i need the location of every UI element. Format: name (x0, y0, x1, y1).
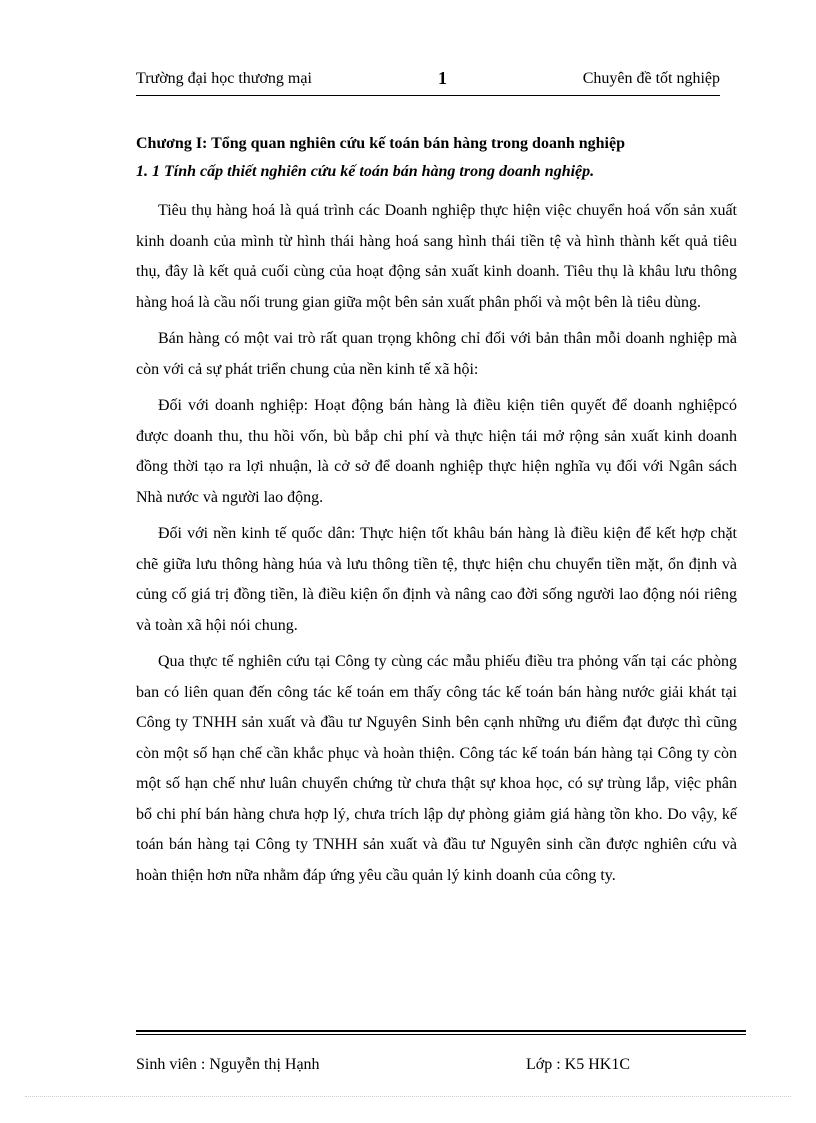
paragraph: Đối với nền kinh tế quốc dân: Thực hiện tốt khâu bán hàng là điều kiện để kết hợp chặt chẽ giữa lưu thông hàng húa và lưu thông tiền tệ, thực hiện chu chuyển tiền mặt, ổn định và củng cố giá trị đồng tiền, là điều kiện ổn định và nâng cao đời sống người lao động nói riêng và toàn xã hội nói chung. (136, 525, 737, 634)
chapter-title: Chương I: Tổng quan nghiên cứu kế toán bán hàng trong doanh nghiệp (136, 135, 625, 152)
page-edge-dots (25, 1096, 791, 1097)
paragraph: Tiêu thụ hàng hoá là quá trình các Doanh nghiệp thực hiện việc chuyển hoá vốn sản xuất kinh doanh của mình từ hình thái hàng hoá sang hình thái tiền tệ và hình thành kết quả tiêu thụ, đây là kết quả cuối cùng của hoạt động sản xuất kinh doanh. Tiêu thụ là khâu lưu thông hàng hoá là cầu nối trung gian giữa một bên sản xuất phân phối và một bên là tiêu dùng. (136, 202, 737, 311)
student-name: Sinh viên : Nguyễn thị Hạnh (136, 1056, 320, 1073)
section-title: 1. 1 Tính cấp thiết nghiên cứu kế toán bán hàng trong doanh nghiệp. (136, 163, 595, 180)
paragraph: Qua thực tế nghiên cứu tại Công ty cùng các mẫu phiếu điều tra phỏng vấn tại các phòng ban có liên quan đến công tác kế toán em thấy công tác kế toán bán hàng nước giải khát tại Công ty TNHH sản xuất và đầu tư Nguyên Sinh bên cạnh những ưu điểm đạt được thì cũng còn một số hạn chế cần khắc phục và hoàn thiện. Công tác kế toán bán hàng tại Công ty còn một số hạn chế như luân chuyển chứng từ chưa thật sự khoa học, có sự trùng lắp, việc phân bổ chi phí bán hàng chưa hợp lý, chưa trích lập dự phòng giảm giá hàng tồn kho. Do vậy, kế toán bán hàng tại Công ty TNHH sản xuất và đầu tư Nguyên sinh cần được nghiên cứu và hoàn thiện hơn nữa nhằm đáp ứng yêu cầu quản lý kinh doanh của công ty. (136, 653, 737, 884)
class-code: Lớp : K5 HK1C (526, 1056, 631, 1073)
page-body (136, 130, 737, 897)
paragraph: Đối với doanh nghiệp: Hoạt động bán hàng là điều kiện tiên quyết để doanh nghiệpcó được doanh thu, thu hồi vốn, bù bắp chi phí và thực hiện tái mở rộng sản xuất kinh doanh đồng thời tạo ra lợi nhuận, là cở sở để doanh nghiệp thực hiện nghĩa vụ đối với Ngân sách Nhà nước và người lao động. (136, 397, 737, 506)
document-topic: Chuyên đề tốt nghiệp (582, 70, 720, 87)
header-divider (136, 95, 720, 96)
footer-divider (136, 1030, 746, 1035)
page-number: 1 (438, 68, 447, 88)
page-header (136, 68, 720, 94)
school-name: Trường đại học thương mại (136, 70, 312, 87)
paragraph: Bán hàng có một vai trò rất quan trọng không chỉ đối với bản thân mỗi doanh nghiệp mà còn với cả sự phát triển chung của nền kinh tế xã hội: (136, 330, 737, 378)
